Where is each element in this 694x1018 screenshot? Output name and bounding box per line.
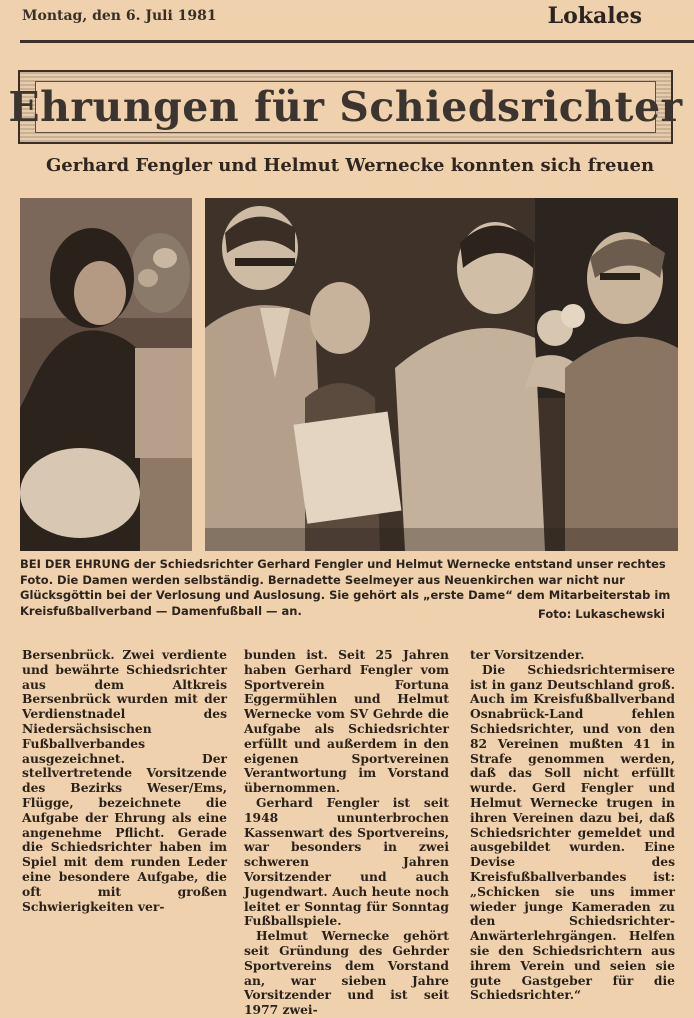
issue-date: Montag, den 6. Juli 1981 <box>22 8 217 24</box>
section-title: Lokales <box>547 3 642 29</box>
subheadline: Gerhard Fengler und Helmut Wernecke konnten sich freuen <box>45 155 655 176</box>
photo-left-image <box>20 198 192 551</box>
headline: Ehrungen für Schiedsrichter <box>8 83 683 131</box>
photo-right-image <box>205 198 678 551</box>
photo-left <box>20 198 192 551</box>
article-paragraph: bunden ist. Seit 25 Jahren haben Gerhard Fengler vom Sportverein Fortuna Eggermühlen und Helmut Wernecke vom SV Gehrde die Aufgabe als Schiedsrichter erfüllt und außerdem in den eigenen Sportvereinen Verantwortung im Vorstand übernommen. <box>244 647 449 796</box>
article-column-1 <box>22 648 227 914</box>
article-column-2 <box>244 648 449 1018</box>
photo-credit: Foto: Lukaschewski <box>538 607 665 621</box>
photo-right <box>205 198 678 551</box>
article-paragraph: Gerhard Fengler ist seit 1948 ununterbrochen Kassenwart des Sportvereins, war besonders in zwei schweren Jahren Vorsitzender und auch Jugendwart. Auch heute noch leitet er Sonntag für Sonntag Fußballspiele. <box>244 794 449 929</box>
headline-frame <box>8 81 683 133</box>
article-paragraph: Helmut Wernecke gehört seit Gründung des Gehrder Sportvereins dem Vorstand an, war sieben Jahre Vorsitzender und ist seit 1977 zwei- <box>244 928 449 1018</box>
header-rule <box>20 40 694 43</box>
headline-box <box>8 70 683 144</box>
article-paragraph: Die Schiedsrichtermisere ist in ganz Deutschland groß. Auch im Kreisfußballverband Osnabrück-Land fehlen Schiedsrichter, und von den 82 Vereinen mußten 41 in Strafe genommen werden, daß das Soll nicht erfüllt wurde. Gerd Fengler und Helmut Wernecke trugen in ihren Vereinen dazu bei, daß Schiedsrichter gemeldet und ausgebildet wurden. Eine Devise des Kreisfußballverbandes ist: „Schicken sie uns immer wieder junge Kameraden zu den Schiedsrichter-Anwärterlehrgängen. Helfen sie den Schiedsrichtern aus ihrem Verein und seien sie gute Gastgeber für die Schiedsrichter.“ <box>470 661 675 1003</box>
article-column-3 <box>470 648 675 1003</box>
article-paragraph: Bersenbrück. Zwei verdiente und bewährte Schiedsrichter aus dem Altkreis Bersenbrück wurden mit der Verdienstnadel des Niedersächsischen Fußballverbandes ausgezeichnet. Der stellvertretende Vorsitzende des Bezirks Weser/Ems, Flügge, bezeichnete die Aufgabe der Ehrung als eine angenehme Pflicht. Gerade die Schiedsrichter haben im Spiel mit dem runden Leder eine besondere Aufgabe, die oft mit großen Schwierigkeiten ver- <box>22 647 227 914</box>
photo-caption: BEI DER EHRUNG der Schiedsrichter Gerhard Fengler und Helmut Wernecke entstand unser rechtes Foto. Die Damen werden selbständig. Bernadette Seelmeyer aus Neuenkirchen war nicht nur Glücksgöttin bei der Verlosung und Auslosung. Sie gehört als „erste Dame“ dem Mitarbeiterstab im Kreisfußballverband — Damenfußball — an. <box>20 557 671 618</box>
article-paragraph: ter Vorsitzender. <box>470 647 585 662</box>
